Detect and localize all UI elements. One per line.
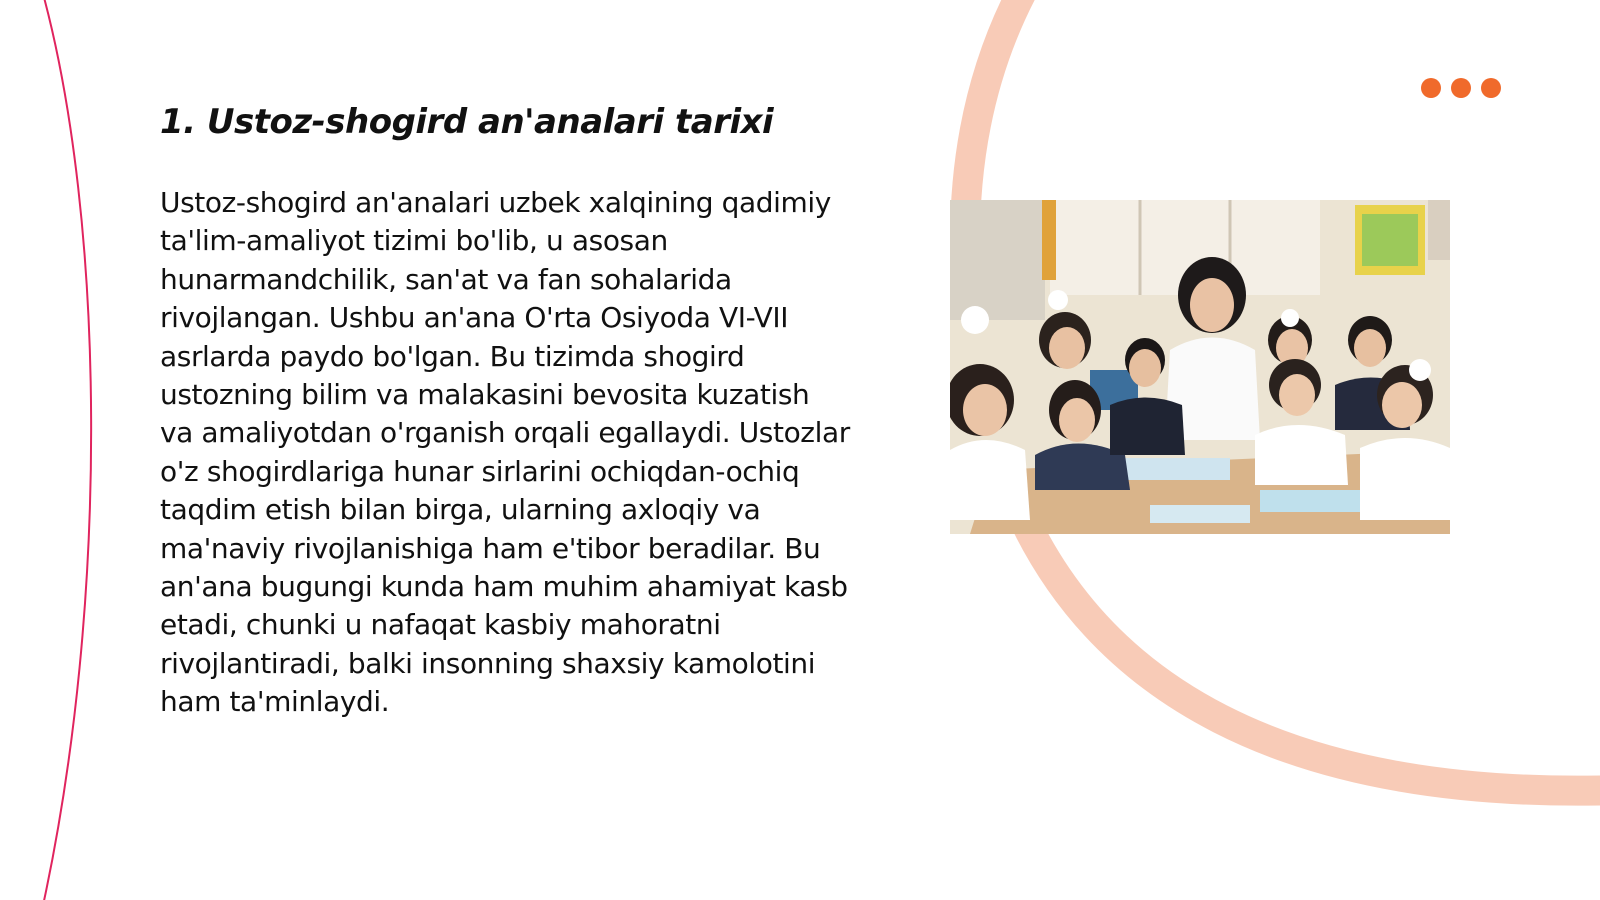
dot-3 <box>1481 78 1501 98</box>
decorative-left-line <box>42 0 91 900</box>
dot-2 <box>1451 78 1471 98</box>
slide-body-text: Ustoz-shogird an'analari uzbek xalqining qadimiy ta'lim-amaliyot tizimi bo'lib, u asosan hunarmandchilik, san'at va fan sohalarida rivojlangan. Ushbu an'ana O'rta Osiyoda VI-VII asrlarda paydo bo'lgan. Bu tizimda shogird ustozning bilim va malakasini bevosita kuzatish va amaliyotdan o'rganish orqali egallaydi. Ustozlar o'z shogirdlariga hunar sirlarini ochiqdan-ochiq taqdim etish bilan birga, ularning axloqiy va ma'naviy rivojlanishiga ham e'tibor beradilar. Bu an'ana bugungi kunda ham muhim ahamiyat kasb etadi, chunki u nafaqat kasbiy mahoratni rivojlantiradi, balki insonning shaxsiy kamolotini ham ta'minlaydi. <box>160 186 850 719</box>
dot-1 <box>1421 78 1441 98</box>
menu-dots <box>1421 78 1521 102</box>
classroom-photo <box>950 200 1450 534</box>
slide-title: 1. Ustoz-shogird an'analari tarixi <box>160 102 774 142</box>
classroom-illustration <box>950 200 1450 534</box>
